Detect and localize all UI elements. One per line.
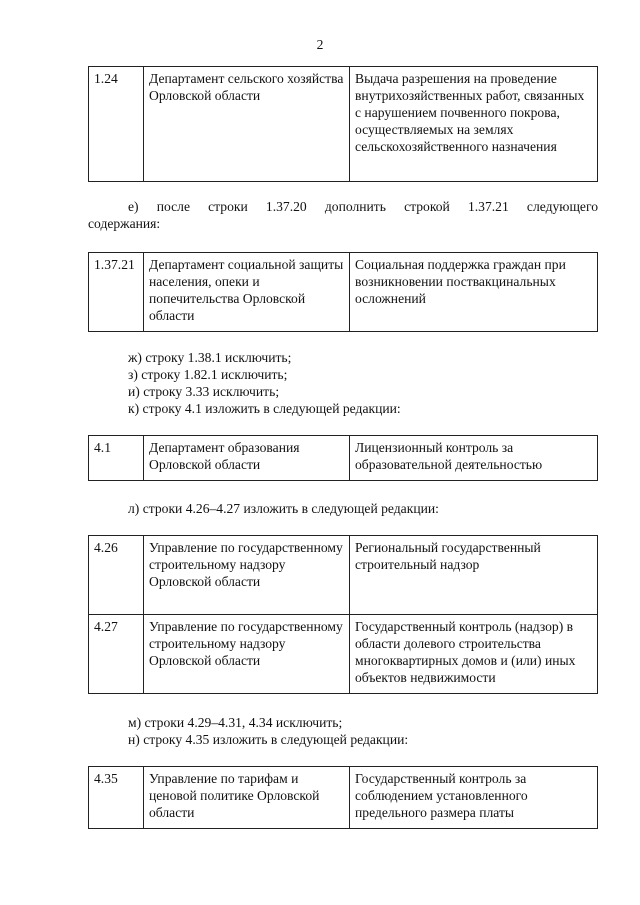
page-number: 2 [316, 37, 324, 52]
list-item: л) строки 4.26–4.27 изложить в следующей редакции: [128, 501, 439, 516]
list-item: к) строку 4.1 изложить в следующей редакции: [128, 401, 401, 416]
function-cell: Региональный государственный строительный надзор [350, 536, 598, 615]
row-number-cell: 4.26 [89, 536, 144, 615]
department-cell: Управление по государственному строительному надзору Орловской области [144, 536, 350, 615]
paragraph-e-line-2: содержания: [88, 216, 161, 231]
function-cell: Выдача разрешения на проведение внутрихозяйственных работ, связанных с нарушением почвенного покрова, осуществляемых на землях сельскохозяйственного назначения [350, 67, 598, 182]
department-cell: Департамент социальной защиты населения, опеки и попечительства Орловской области [144, 253, 350, 332]
paragraph-e-line-1: е) после строки 1.37.20 дополнить строкой 1.37.21 следующего [128, 199, 598, 214]
row-number-cell: 1.24 [89, 67, 144, 182]
list-item: м) строки 4.29–4.31, 4.34 исключить; [128, 715, 343, 730]
list-item: и) строку 3.33 исключить; [128, 384, 280, 399]
department-cell: Управление по тарифам и ценовой политике Орловской области [144, 767, 350, 829]
function-cell: Государственный контроль за соблюдением установленного предельного размера платы [350, 767, 598, 829]
row-number-cell: 4.1 [89, 436, 144, 481]
function-cell: Лицензионный контроль за образовательной деятельностью [350, 436, 598, 481]
function-cell: Социальная поддержка граждан при возникновении поствакцинальных осложнений [350, 253, 598, 332]
table-row-4-35 [88, 766, 598, 829]
table-row-1-37-21 [88, 252, 598, 332]
table-rows-4-26-4-27 [88, 535, 598, 694]
list-item: з) строку 1.82.1 исключить; [128, 367, 288, 382]
row-number-cell: 4.27 [89, 615, 144, 694]
department-cell: Департамент образования Орловской области [144, 436, 350, 481]
table-row-1-24 [88, 66, 598, 182]
table-row [89, 615, 598, 694]
row-number-cell: 1.37.21 [89, 253, 144, 332]
table-row [89, 436, 598, 481]
list-item: н) строку 4.35 изложить в следующей редакции: [128, 732, 409, 747]
table-row [89, 253, 598, 332]
table-row [89, 767, 598, 829]
department-cell: Управление по государственному строительному надзору Орловской области [144, 615, 350, 694]
row-number-cell: 4.35 [89, 767, 144, 829]
list-item: ж) строку 1.38.1 исключить; [128, 350, 292, 365]
table-row [89, 67, 598, 182]
table-row-4-1 [88, 435, 598, 481]
table-row [89, 536, 598, 615]
department-cell: Департамент сельского хозяйства Орловской области [144, 67, 350, 182]
function-cell: Государственный контроль (надзор) в области долевого строительства многоквартирных домов и (или) иных объектов недвижимости [350, 615, 598, 694]
